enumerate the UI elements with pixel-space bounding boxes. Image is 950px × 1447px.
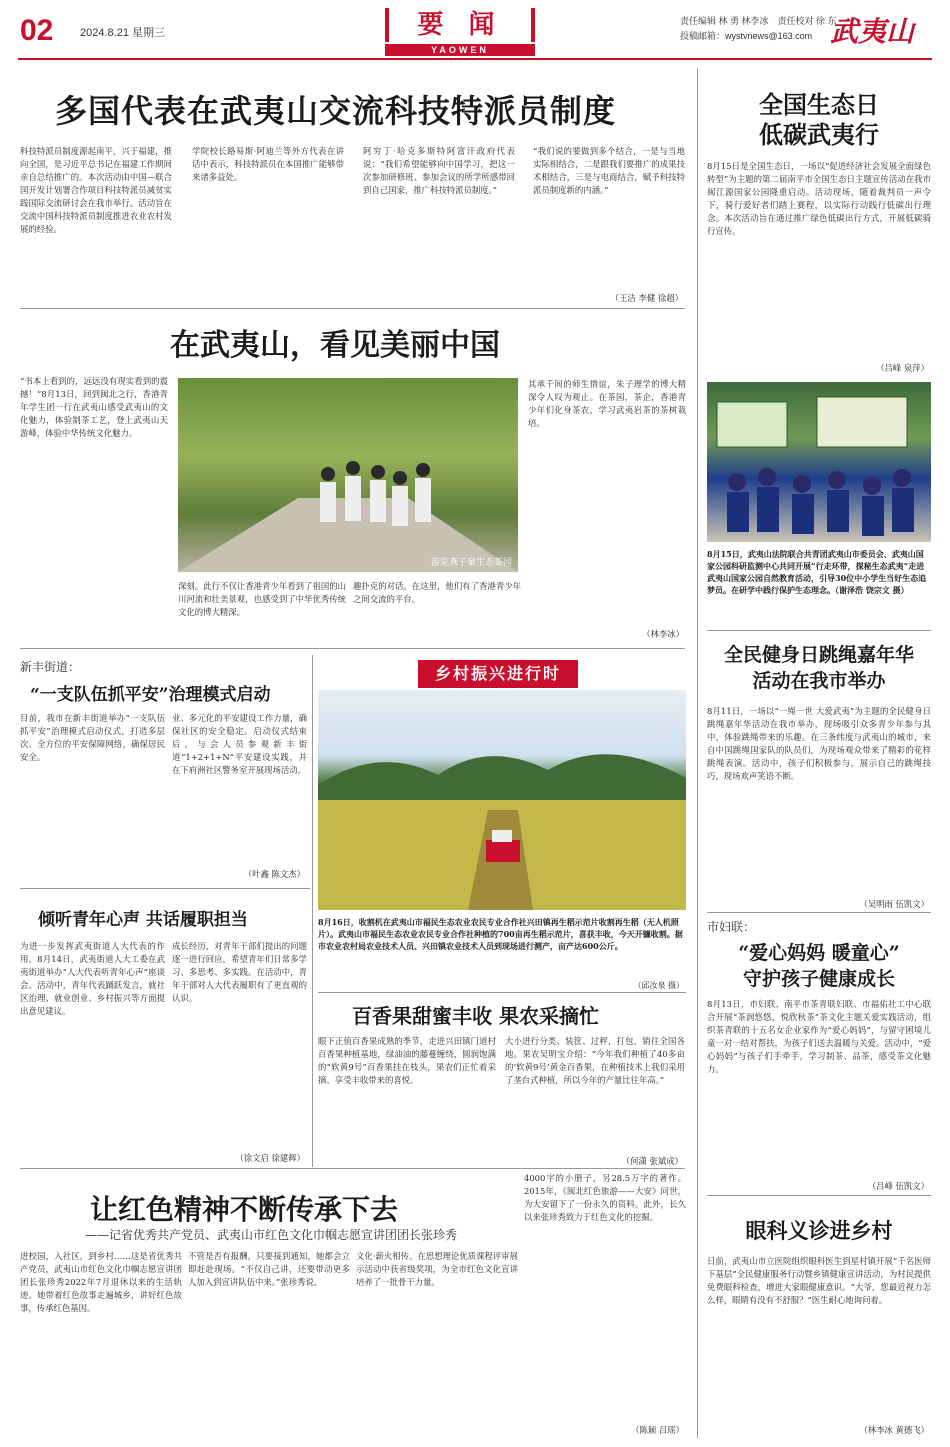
title-line: 守护孩子健康成长	[742, 968, 895, 990]
photo-illustration	[178, 378, 518, 572]
newspaper-logo: 武夷山	[830, 15, 915, 48]
divider	[707, 1195, 931, 1196]
article-text: 成长经历，对青年干部们提出的问题逐一进行回应，希望青年们日常多学习、多思考、多实践。在活动中，青年干部对人大代表履职有了更直观的认识。	[172, 941, 307, 1003]
article-title-beautiful-china[interactable]: 在武夷山，看见美丽中国	[170, 328, 500, 363]
article-text: 业、多元化的平安建设工作力量，确保社区的安全稳定。启动仪式结束后，与会人员参观新丰街道“1+2+1+N”平安建设实践，并在下府洲社区警务室开展现场活动。	[172, 713, 307, 775]
byline: （吴明雨 伍凯文）	[859, 899, 929, 909]
article-text: 眼下正值百香果成熟的季节，走进兴田镇门道村百香果种植基地，绿油油的藤蔓缠绕，圆润饱满的“软黄9号”百香果挂在枝头，果农们正忙着采摘、享受丰收带来的喜悦。	[318, 1036, 496, 1085]
issue-date: 2024.8.21 星期三	[80, 27, 165, 39]
kicker: 新丰街道：	[20, 660, 81, 674]
article-text: 日前，武夷山市立医院组织眼科医生到星村镇开展“千名医师下基层”全民健康服务行动暨乡镇健康宣讲活动，为村民提供免费眼科检查，增进大家眼健康意识。“大爷，您最近视力怎么样，眼睛有没有不舒服？”医生耐心地询问着。	[707, 1256, 931, 1305]
article-text: 阿穷丁·哈克多斯特阿富汗政府代表说：“我们希望能够向中国学习，把这一次参加研修班、参加会议的所学所感带回到自己国家，推广科技特派员制度。”	[363, 146, 515, 195]
column-divider	[697, 68, 698, 1438]
divider	[20, 308, 685, 309]
photo-illustration	[707, 382, 931, 542]
photo-credit: 游览燕子窠生态茶园	[430, 558, 512, 568]
byline: （徐文启 徐建辉）	[235, 1153, 305, 1163]
contact-email[interactable]: 投稿邮箱：wystvnews@163.com	[680, 31, 813, 41]
article-text: 为进一步发挥武夷街道人大代表的作用，8月14日，武夷街道人大工委在武夷街道举办“人大代表听青年心声”座谈会。活动中，青年代表踊跃发言，就社区治理、就业创业、乡村振兴等方面提出意见建议。	[20, 941, 165, 1016]
byline: （林李冰）	[642, 629, 684, 639]
article-text: 目前，我市在新丰街道举办“一支队伍抓平安”治理模式启动仪式，打造多层次、全方位的平安保障网络，确保居民安全。	[20, 713, 165, 762]
article-title-tech-envoy[interactable]: 多国代表在武夷山交流科技特派员制度	[55, 92, 617, 130]
divider	[20, 888, 310, 889]
title-line: 全民健身日跳绳嘉年华	[723, 644, 914, 666]
article-text: 深刻。此行不仅让香港青少年看到了祖国的山川河流和壮美景观，也感受到了中华优秀传统文化的博大精深。	[178, 581, 346, 617]
article-text: 4000字的小册子，另28.5万字的著作。2015年，《闽北红色旅游——大安》问世，为大安留下了一份永久的资料。此外，长久以来张珍秀致力于红色文化的挖掘。	[524, 1173, 686, 1222]
article-text: 科技特派员制度源起南平，兴于福建，推向全国，是习近平总书记在福建工作期间亲自总结推广的。本次活动由中国—联合国开发计划署合作项目科技特派员减贫实践国际交流研讨会在我市举行。活动旨在交流中国科技特派员制度推进农业农村发展的经验。	[20, 146, 172, 234]
article-title-jump-rope[interactable]	[705, 642, 933, 694]
divider	[20, 1168, 685, 1169]
column-divider	[312, 655, 313, 1167]
article-text: 文化·薪火相传。在思想理论优质课程评审展示活动中获省级奖项，为全市红色文化宣讲培养了一批骨干力量。	[356, 1251, 518, 1287]
article-title-eye-clinic[interactable]: 眼科义诊进乡村	[745, 1218, 893, 1243]
page-number: 02	[20, 14, 54, 47]
editors: 责任编辑 林 勇 林李冰 责任校对 徐 东	[680, 16, 837, 26]
article-title-eco-day[interactable]	[705, 90, 933, 150]
article-text: 8月11日，一场以“一绳一世 大爱武夷”为主题的全民健身日跳绳嘉年华活动在我市举办，现场吸引众多青少年参与其中，体验跳绳带来的乐趣。在三条纬度与武夷山的城市，来自中国跳绳国家队的队员们，为现场观众带来了精彩的花样跳绳表演。活动中，孩子们积极参与，展示自己的跳绳技巧，现场欢声笑语不断。	[707, 706, 931, 781]
section-header	[385, 8, 535, 56]
photo-hk-students-tea-garden	[178, 378, 518, 572]
kicker: 市妇联：	[707, 920, 756, 934]
title-line: 全国生态日	[759, 90, 879, 119]
byline: （吕峰 伍凯文）	[867, 1181, 929, 1191]
article-subtitle: ——记省优秀共产党员、武夷山市红色文化巾帼志愿宣讲团团长张珍秀	[85, 1228, 458, 1242]
title-line: “爱心妈妈 暖童心”	[738, 942, 900, 964]
article-text: 进校园，入社区，到乡村……这是省优秀共产党员，武夷山市红色文化巾帼志愿宣讲团团长张珍秀2022年7月退休以来的生活轨迹。她带着红色故事走遍城乡，讲好红色故事，传承红色基因。	[20, 1251, 182, 1313]
article-text: 8月13日，市妇联、南平市茶青联妇联、市福佑社工中心联合开展“茶润悠悠，悦欣秋茶”茶文化主题关爱实践活动，组织茶青联的十五名女企业家作为“爱心妈妈”，与留守困境儿童一对一结对帮扶，为孩子们送去温暖与关爱。活动中，“爱心妈妈”与孩子们手牵手，学习制茶、品茶，感受茶文化魅力。	[707, 999, 931, 1074]
divider	[707, 912, 931, 913]
article-text: 大小进行分类、装筐、过秤，打包，销往全国各地。果农吴明宝介绍：“今年我们种植了40多亩的‘软黄9号’黄金百香果，在种植技术上我们采用了垄台式种植，所以今年的产量比往年高。”	[505, 1036, 685, 1085]
editor-info	[680, 14, 837, 44]
divider	[318, 992, 686, 993]
article-title-youth-voice[interactable]: 倾听青年心声 共话履职担当	[38, 910, 248, 930]
header-divider	[18, 58, 932, 60]
divider	[707, 630, 931, 631]
article-text: 不管是否有报酬，只要接到通知，她都会立即赶赴现场。“不仅自己讲，还要带动更多人加入到宣讲队伍中来。”张珍秀说。	[188, 1251, 350, 1287]
photo-rice-harvest	[318, 690, 686, 910]
photo-credit: （邱汝泉 摄）	[633, 981, 684, 990]
article-text: 学院校长路易斯·阿迪兰等外方代表在讲话中表示，科技特派员在本国推广能够带来诸多益处。	[192, 146, 344, 182]
photo-court-students	[707, 382, 931, 542]
article-title-passion-fruit[interactable]: 百香果甜蜜丰收 果农采摘忙	[352, 1004, 599, 1028]
article-title-caring-moms[interactable]	[705, 940, 933, 992]
byline: （叶鑫 陈文杰）	[243, 869, 305, 879]
byline: （何潇 张斌成）	[621, 1156, 683, 1166]
photo-caption: 8月15日，武夷山法院联合共青团武夷山市委员会、武夷山国家公园科研监测中心共同开展“行走环带，探秘生态武夷”走进武夷山国家公园自然教育活动，引导30位中小学生当好生态追梦员。在研学中践行保护生态理念。（谢泽浩 饶宗文 摄）	[707, 549, 927, 595]
title-line: 活动在我市举办	[752, 670, 886, 692]
byline: （陈颖 吕瑶）	[631, 1425, 684, 1435]
article-title-red-spirit[interactable]: 让红色精神不断传承下去	[90, 1193, 399, 1226]
section-tag-rural: 乡村振兴进行时	[418, 660, 578, 688]
article-text: “书本上看到的，远远没有现实看到的震撼！”8月13日，回到闽北之行，香港青年学生团一行在武夷山感受武夷山的文化魅力，体验制茶工艺，登上武夷山天游峰，体验中华传统文化魅力。	[20, 376, 168, 438]
photo-illustration	[318, 690, 686, 910]
divider	[20, 648, 685, 649]
byline: （林李冰 黄德飞）	[859, 1425, 929, 1435]
section-title-zh: 要 闻	[385, 8, 535, 42]
section-title-en: YAOWEN	[385, 44, 535, 56]
article-text: “我们说的要做到多个结合，一是与当地实际相结合，二是跟我们要推广的成果技术相结合，三是与电商结合，赋予科技特派员制度新的内涵。”	[533, 146, 685, 195]
article-title-safety-team[interactable]: “一支队伍抓平安”治理模式启动	[30, 685, 271, 705]
article-text: 其承千间的师生情谊，朱子理学的博大精深令人叹为观止。在茶园，茶企，香港青少年们化身茶农，学习武夷岩茶的茶树栽培。	[528, 379, 686, 428]
byline: （吕峰 泉萍）	[876, 363, 929, 373]
title-line: 低碳武夷行	[759, 120, 879, 149]
article-text: 趣扑克的对话。在这里，他们有了香港青少年之间交流的平台。	[353, 581, 521, 604]
article-text: 8月15日是全国生态日，一场以“促进经济社会发展全面绿色转型”为主题的第二届南平市全国生态日主题宣传活动在我市闽江源国家公园隆重启动。活动现场，随着裁判员一声令下，骑行爱好者们踏上赛程，以实际行动践行低碳出行理念。本次活动旨在通过推广绿色低碳出行方式，开展低碳骑行宣传。	[707, 161, 931, 236]
photo-caption: 8月16日，收割机在武夷山市福民生态农业农民专业合作社兴田镇再生稻示范片收割再生稻（无人机照片）。武夷山市福民生态农业农民专业合作社种植的700亩再生稻示范片，喜获丰收，今天开镰收割。据市农业农村局农业技术人员、兴田镇农业技术人员到现场进行测产，亩产达600公斤。	[318, 917, 683, 951]
byline: （王洁 李健 徐超）	[610, 293, 683, 303]
